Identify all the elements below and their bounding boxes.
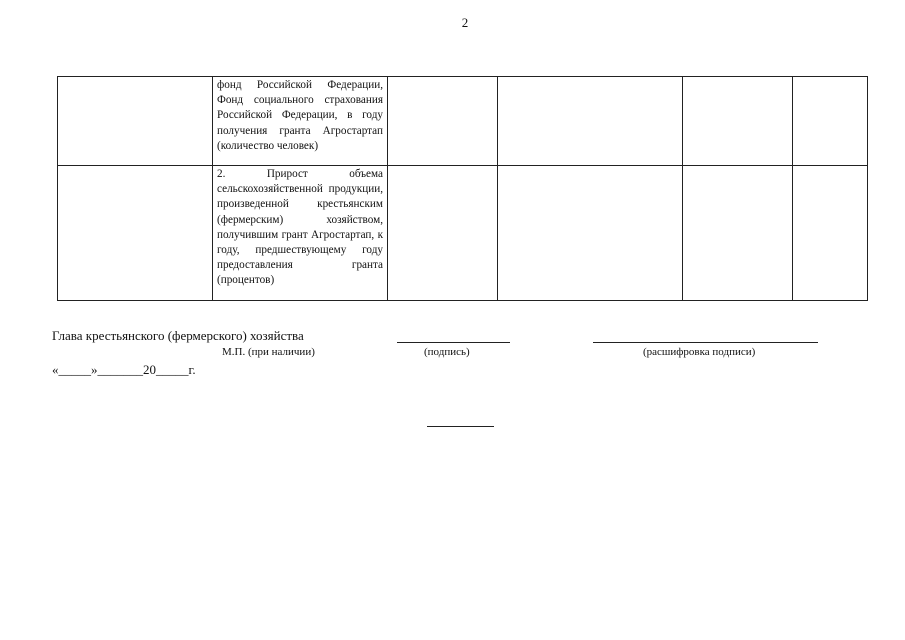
table-cell [498, 77, 683, 166]
indicators-table [57, 76, 868, 301]
date-line: «_____»_______20_____г. [52, 362, 196, 377]
table-cell [793, 77, 868, 166]
head-of-farm-label: Глава крестьянского (фермерского) хозяйства [52, 328, 304, 343]
table-cell [498, 166, 683, 301]
signature-line [397, 342, 510, 343]
indicator-description: 2. Прирост объема сельскохозяйственной продукции, произведенной крестьянским (фермерским) хозяйством, получившим грант Агростартап, к году, предшествующему году предоставления гранта (процентов) [213, 166, 388, 301]
table-cell [683, 77, 793, 166]
decryption-line [593, 342, 818, 343]
seal-caption: М.П. (при наличии) [222, 346, 315, 358]
page-number: 2 [461, 15, 469, 30]
table-cell [58, 166, 213, 301]
signature-caption: (подпись) [424, 346, 470, 358]
table-cell [683, 166, 793, 301]
table-row [58, 166, 868, 301]
table-cell [793, 166, 868, 301]
table-row [58, 77, 868, 166]
end-separator [427, 426, 494, 427]
table-cell [58, 77, 213, 166]
table-cell [388, 77, 498, 166]
decryption-caption: (расшифровка подписи) [643, 346, 756, 358]
table-cell [388, 166, 498, 301]
indicator-description: фонд Российской Федерации, Фонд социального страхования Российской Федерации, в году получения гранта Агростартап (количество человек) [213, 77, 388, 166]
